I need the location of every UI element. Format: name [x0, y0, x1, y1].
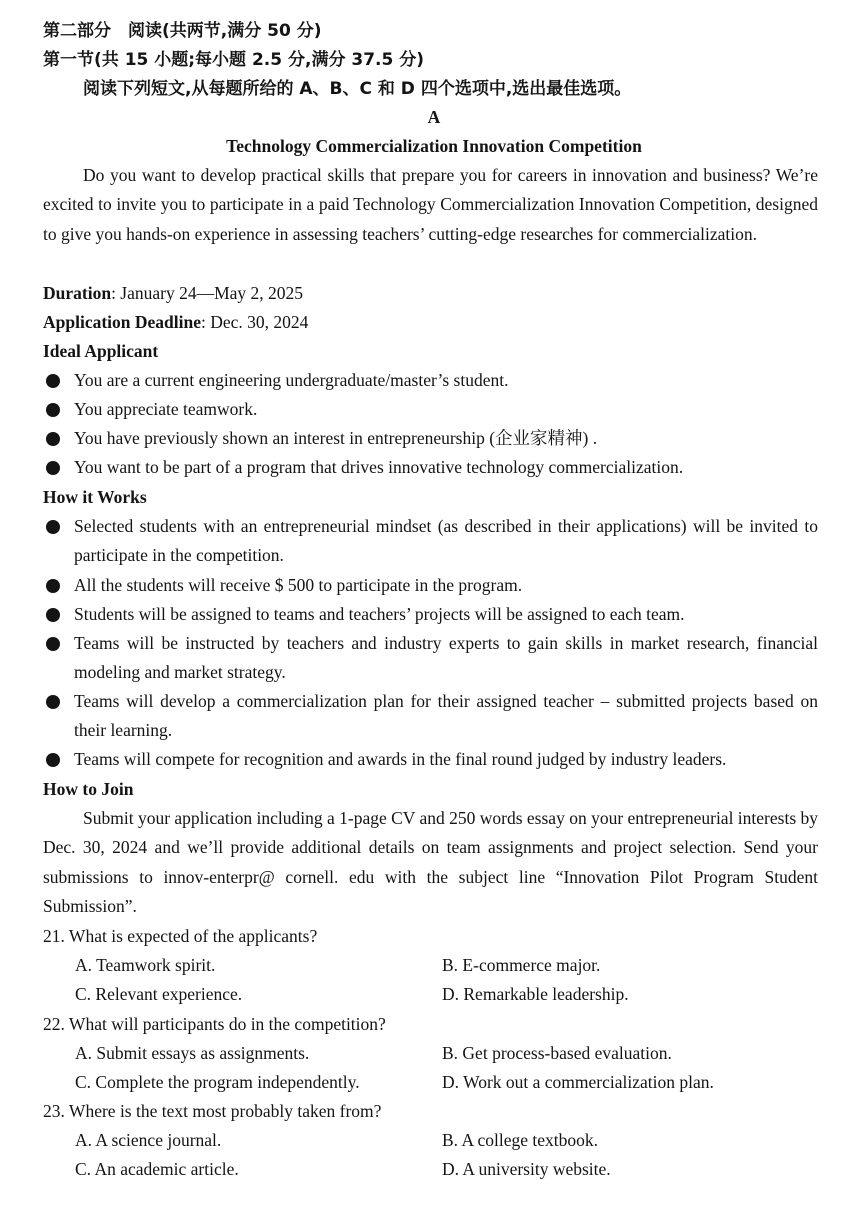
bullet-icon [46, 461, 60, 475]
bullet-icon [46, 753, 60, 767]
duration-line [43, 282, 303, 304]
bullet-icon [46, 608, 60, 622]
bullet-icon [46, 432, 60, 446]
ideal-heading: Ideal Applicant [43, 341, 159, 361]
passage-letter: A [427, 107, 441, 127]
ideal-item: You want to be part of a program that drives innovative technology commercialization. [43, 453, 818, 482]
option-d: D. A university website. [442, 1159, 611, 1179]
ideal-item: You have previously shown an interest in entrepreneurship (企业家精神) . [43, 424, 818, 453]
section-heading: 第一节(共 15 小题;每小题 2.5 分,满分 37.5 分) [43, 50, 425, 70]
option-b: B. A college textbook. [442, 1130, 599, 1150]
part-heading: 第二部分 阅读(共两节,满分 50 分) [43, 21, 322, 41]
option-a: A. Teamwork spirit. [75, 955, 216, 975]
duration-label: Duration [43, 283, 112, 303]
how-item: Teams will compete for recognition and awards in the final round judged by industry leaders. [43, 745, 818, 774]
deadline-line [43, 311, 308, 333]
how-item: Selected students with an entrepreneurial mindset (as described in their applications) will be invited to participate in the competition. [43, 512, 818, 571]
deadline-value: : Dec. 30, 2024 [201, 312, 309, 332]
option-c: C. Complete the program independently. [75, 1072, 360, 1092]
ideal-item: You appreciate teamwork. [43, 395, 818, 424]
intro-paragraph: Do you want to develop practical skills that prepare you for careers in innovation and business? We’re excited to invite you to participate in a paid Technology Commercialization Innovation Competition, designed to give you hands-on experience in assessing teachers’ cutting-edge researches for commercialization. [43, 165, 818, 244]
how-item: Students will be assigned to teams and teachers’ projects will be assigned to each team. [43, 600, 818, 629]
option-c: C. An academic article. [75, 1159, 239, 1179]
how-heading: How it Works [43, 487, 147, 507]
duration-value: : January 24—May 2, 2025 [111, 283, 304, 303]
bullet-icon [46, 520, 60, 534]
question-stem: 22. What will participants do in the competition? [43, 1014, 386, 1034]
bullet-icon [46, 403, 60, 417]
option-a: A. Submit essays as assignments. [75, 1043, 310, 1063]
option-a: A. A science journal. [75, 1130, 222, 1150]
join-heading: How to Join [43, 779, 134, 799]
option-c: C. Relevant experience. [75, 984, 243, 1004]
instruction: 阅读下列短文,从每题所给的 A、B、C 和 D 四个选项中,选出最佳选项。 [83, 79, 632, 99]
option-b: B. Get process-based evaluation. [442, 1043, 672, 1063]
option-d: D. Remarkable leadership. [442, 984, 629, 1004]
option-d: D. Work out a commercialization plan. [442, 1072, 714, 1092]
how-item: Teams will be instructed by teachers and industry experts to gain skills in market research, financial modeling and market strategy. [43, 629, 818, 688]
question-stem: 21. What is expected of the applicants? [43, 926, 318, 946]
bullet-icon [46, 695, 60, 709]
passage-title: Technology Commercialization Innovation Competition [226, 136, 642, 156]
ideal-item: You are a current engineering undergraduate/master’s student. [43, 366, 818, 395]
how-item: Teams will develop a commercialization plan for their assigned teacher – submitted projects based on their learning. [43, 687, 818, 746]
option-b: B. E-commerce major. [442, 955, 601, 975]
join-paragraph: Submit your application including a 1-page CV and 250 words essay on your entrepreneurial interests by Dec. 30, 2024 and we’ll provide additional details on team assignments and project selection. Send your submissions to innov-enterpr@ cornell. edu with the subject line “Innovation Pilot Program Student Submission”. [43, 808, 818, 917]
bullet-icon [46, 579, 60, 593]
question-stem: 23. Where is the text most probably taken from? [43, 1101, 382, 1121]
bullet-icon [46, 374, 60, 388]
bullet-icon [46, 637, 60, 651]
deadline-label: Application Deadline [43, 312, 202, 332]
how-item: All the students will receive $ 500 to participate in the program. [43, 571, 818, 600]
